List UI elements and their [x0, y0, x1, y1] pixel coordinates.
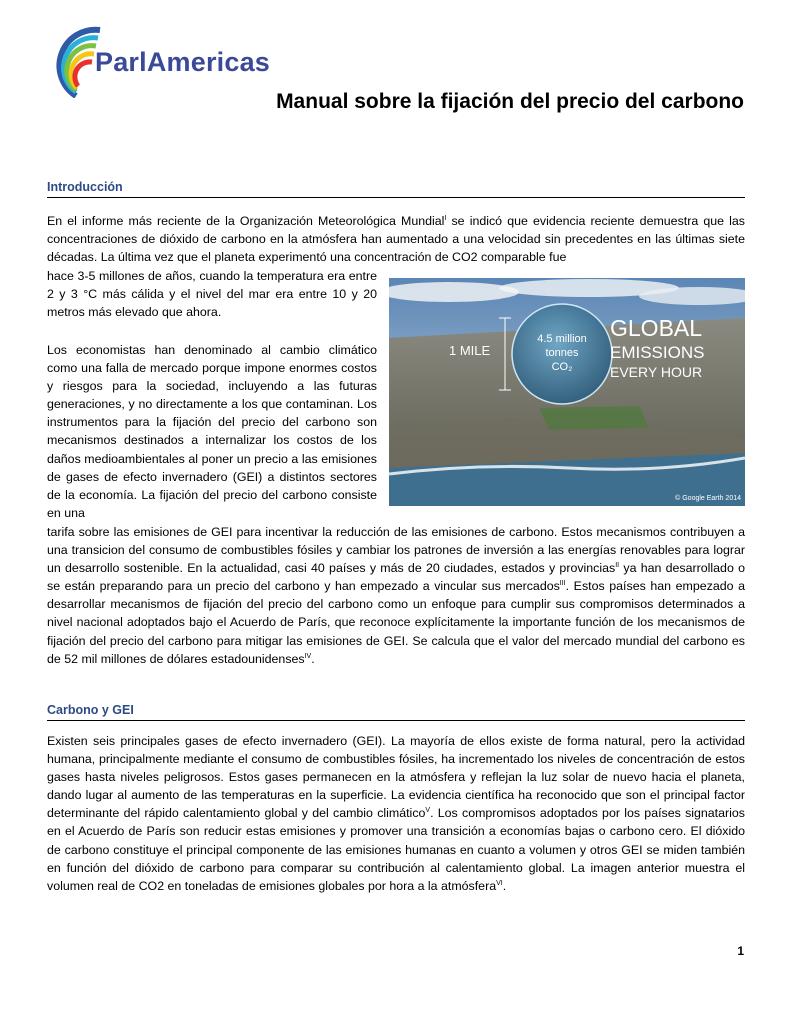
global-label: GLOBAL — [610, 315, 703, 341]
intro-p3-text-a: tarifa sobre las emisiones de GEI para incentivar la reducción de las emisiones de carbono. Estos mecanismos contribuyen a una transicion del consumo de combustibles fósiles y cambiar los patrones de inversión a las energías renovables para lograr un desarrollo sostenible. En la actualidad, casi 40 países y más de 20 ciudades, estados y provincias — [47, 525, 745, 576]
carbon-p1-text-c: . — [502, 878, 507, 893]
intro-p1-text-a: En el informe más reciente de la Organización Meteorológica Mundial — [47, 214, 445, 228]
mile-label: 1 MILE — [449, 343, 491, 358]
carbon-paragraph-1 — [47, 732, 745, 895]
intro-p3-text-d: . — [311, 651, 315, 666]
page-number: 1 — [737, 944, 744, 958]
footnote-ref-1[interactable]: I — [444, 214, 447, 222]
footnote-ref-5[interactable]: V — [425, 807, 431, 815]
bubble-label-3: CO₂ — [551, 361, 573, 373]
footnote-ref-3[interactable]: III — [559, 580, 566, 588]
intro-paragraph-1 — [47, 212, 745, 266]
carbon-p1-text-a: Existen seis principales gases de efecto invernadero (GEI). La mayoría de ellos existe de forma natural, pero la actividad humana, principalmente mediante el consumo de combustibles fósiles, ha incrementado los niveles de concentración de estos gases hasta niveles peligrosos. Estos gases permanecen en la atmósfera y reflejan la luz solar de nuevo hacia el planeta, dando lugar al aumento de las temperaturas en la superficie. La evidencia científica ha reconocido que son el principal factor determinante del rápido calentamiento global y del cambio climático — [47, 734, 745, 821]
every-hour-label: EVERY HOUR — [610, 364, 703, 380]
intro-column-paragraph-2: Los economistas han denominado al cambio climático como una falla de mercado porque impone enormes costos y riesgos para la sociedad, incluyendo a las futuras generaciones, y no directamente a los que contaminan. Los instrumentos para la fijación del precio del carbono son mecanismos destinados a internalizar los costos de los daños medioambientales al poner un precio a las emisiones de gases de efecto invernadero (GEI) a distintos sectores de la economía. La fijación del precio del carbono consiste en una — [47, 343, 377, 520]
bubble-label-2: tonnes — [545, 347, 579, 359]
parlamericas-logo — [38, 22, 313, 98]
section-heading-intro: Introducción — [47, 180, 745, 198]
footnote-ref-2[interactable]: II — [615, 562, 620, 570]
bubble-label-1: 4.5 million — [537, 333, 587, 345]
global-emissions-image — [389, 278, 745, 506]
image-credit: © Google Earth 2014 — [675, 495, 741, 502]
intro-column-paragraph-1: hace 3-5 millones de años, cuando la temperatura era entre 2 y 3 °C más cálida y el nivel del mar era entre 10 y 20 metros más elevado que ahora. — [47, 269, 377, 320]
intro-p1-text-b: se indicó que evidencia reciente demuestra que las concentraciones de dióxido de carbono en la atmósfera han aumentado a una velocidad sin precedentes en las últimas siete décadas. La última vez que el planeta experimentó una concentración de CO2 comparable fue — [47, 214, 745, 265]
intro-paragraph-3 — [47, 523, 745, 668]
carbon-p1-text-b: . Los compromisos adoptados por los países signatarios en el Acuerdo de París son reducir estas emisiones y promover una transición a economías bajas o carbono cero. El dióxido de carbono constituye el principal componente de las emisiones humanas en cuanto a volumen y otros GEI se miden también en función del dióxido de carbono para comparar su contribución al calentamiento global. La imagen anterior muestra el volumen real de CO2 en toneladas de emisiones globales por hora a la atmósfera — [47, 806, 745, 893]
intro-p3-text-c: . Estos países han empezado a desarrollar mecanismos de fijación del precio del carbono como un enfoque para cumplir sus compromisos determinados a nivel nacional adoptados bajo el Acuerdo de París, que reconoce explícitamente la importante función de los mecanismos de fijación del precio del carbono para mitigar las emisiones de GEI. Se calcula que el valor del mercado mundial del carbono es de 52 mil millones de dólares estadounidenses — [47, 579, 745, 666]
footnote-ref-6[interactable]: VI — [496, 879, 503, 887]
section-heading-carbon: Carbono y GEI — [47, 703, 745, 721]
emissions-label: EMISSIONS — [610, 343, 705, 362]
footnote-ref-4[interactable]: IV — [304, 652, 312, 660]
document-title: Manual sobre la fijación del precio del carbono — [276, 90, 744, 113]
intro-p3-text-b: ya han desarrollado o se están preparando para un precio del carbono y han empezado a vincular sus mercados — [47, 561, 745, 594]
logo-text: ParlAmericas — [95, 47, 271, 77]
